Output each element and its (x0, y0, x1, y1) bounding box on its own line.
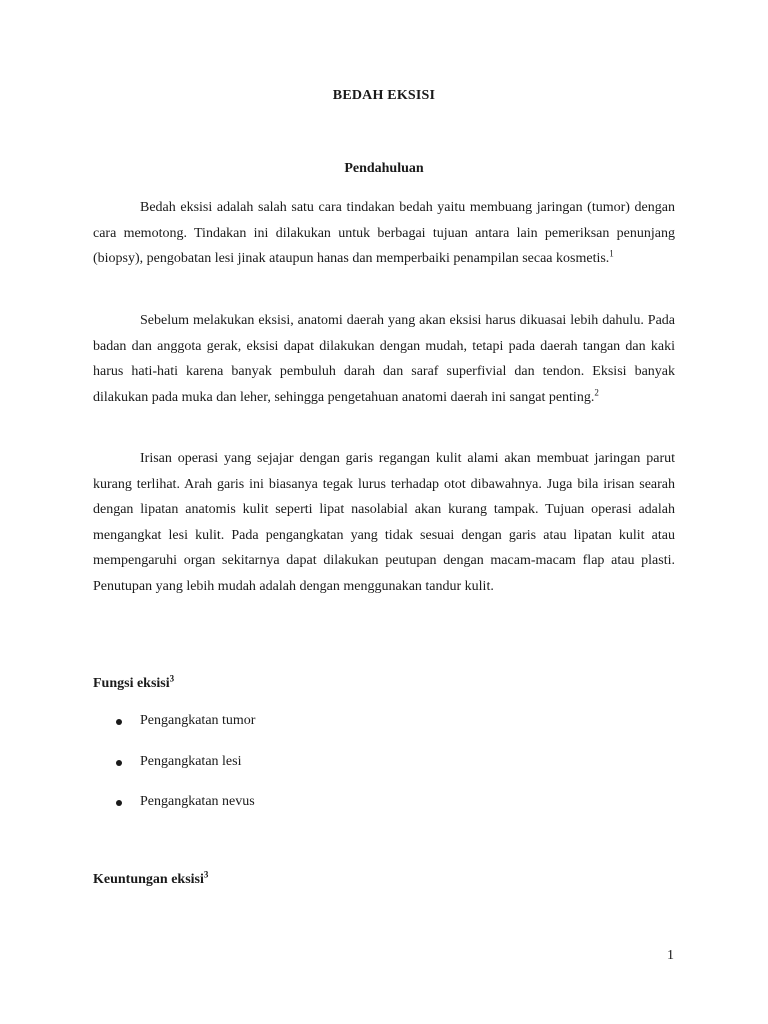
heading-fungsi-text: Fungsi eksisi (93, 676, 170, 691)
heading-fungsi-eksisi (93, 673, 175, 692)
paragraph-2-text: Sebelum melakukan eksisi, anatomi daerah yang akan eksisi harus dikuasai lebih dahulu. Pada badan dan anggota gerak, eksisi dapat dilakukan dengan mudah, tetapi pada daerah tangan dan kaki harus hati-hati karena banyak pembuluh darah dan saraf superfivial dan tendon. Eksisi banyak dilakukan pada muka dan leher, sehingga pengetahuan anatomi daerah ini sangat penting. (93, 313, 675, 405)
paragraph-3 (93, 446, 675, 600)
list-item-text: Pengangkatan tumor (140, 713, 256, 728)
heading-keuntungan-footnote-ref: 3 (203, 869, 209, 880)
document-title: BEDAH EKSISI (332, 88, 436, 103)
paragraph-1-text: Bedah eksisi adalah salah satu cara tindakan bedah yaitu membuang jaringan (tumor) dengan cara memotong. Tindakan ini dilakukan untuk berbagai tujuan antara lain pemeriksan penunjang (biopsy), pengobatan lesi jinak ataupun hanas dan memperbaiki penampilan secaa kosmetis. (93, 200, 675, 267)
list-item-text: Pengangkatan lesi (140, 753, 242, 769)
section-title-pendahuluan: Pendahuluan (344, 161, 424, 176)
paragraph-1-footnote-ref: 1 (609, 248, 614, 259)
heading-keuntungan-text: Keuntungan eksisi (93, 872, 204, 887)
paragraph-1 (93, 195, 675, 272)
bullet-icon (116, 719, 122, 725)
bullet-icon (116, 760, 122, 766)
bullet-icon (116, 800, 122, 806)
paragraph-2-footnote-ref: 2 (594, 387, 599, 398)
list-item-text: Pengangkatan nevus (140, 794, 255, 809)
paragraph-3-text: Irisan operasi yang sejajar dengan garis regangan kulit alami akan membuat jaringan parut kurang terlihat. Arah garis ini biasanya tegak lurus terhadap otot dibawahnya. Juga bila irisan searah dengan lipatan anatomis kulit seperti lipat nasolabial akan kurang tampak. Tujuan operasi adalah mengangkat lesi kulit. Pada pengangkatan yang tidak sesuai dengan garis atau lipatan kulit atau mempengaruhi organ sekitarnya dapat dilakukan peutupan dengan macam-macam flap atau plasti. Penutupan yang lebih mudah adalah dengan menggunakan tandur kulit. (93, 451, 675, 594)
heading-fungsi-footnote-ref: 3 (169, 673, 175, 684)
page-number: 1 (667, 948, 674, 963)
heading-keuntungan-eksisi (93, 869, 209, 888)
paragraph-2 (93, 308, 675, 410)
